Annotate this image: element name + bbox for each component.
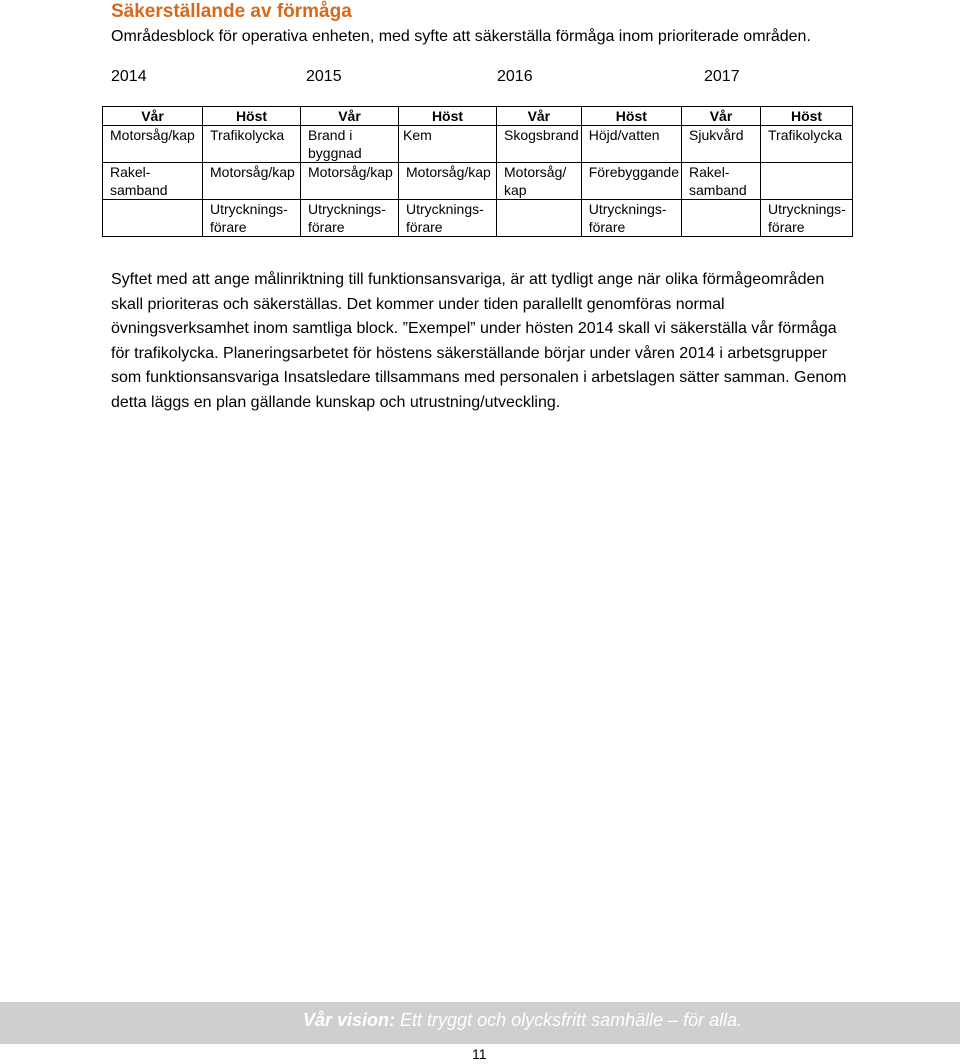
table-cell: Utrycknings- förare [399,200,497,237]
table-cell: Rakel- samband [103,163,203,200]
table-cell: Motorsåg/kap [301,163,399,200]
year-label: 2015 [306,68,342,85]
table-cell: Kem [399,126,497,163]
header-cell: Vår [682,107,761,126]
table-cell: Förebyggande [581,163,681,200]
table-row [103,126,853,163]
header-cell: Höst [581,107,681,126]
year-labels [111,68,811,90]
table-cell [682,200,761,237]
table-cell: Brand i byggnad [301,126,399,163]
table-cell: Trafikolycka [761,126,853,163]
vision-text: Ett tryggt och olycksfritt samhälle – för alla. [400,1010,743,1030]
vision-label: Vår vision: [303,1010,396,1030]
body-paragraph: Syftet med att ange målinriktning till funktionsansvariga, är att tydligt ange när olika förmågeområden skall prioriteras och säkerställas. Det kommer under tiden parallellt genomföras normal övningsverksamhet inom samtliga block. ”Exempel” under hösten 2014 skall vi säkerställa vår förmåga för trafikolycka. Planeringsarbetet för höstens säkerställande börjar under våren 2014 i arbetsgrupper som funktionsansvariga Insatsledare tillsammans med personalen i arbetslagen sätter samman. Genom detta läggs en plan gällande kunskap och utrustning/utveckling. [111,271,847,411]
table-cell: Utrycknings- förare [301,200,399,237]
table-row [103,163,853,200]
section-title: Säkerställande av förmåga [111,1,352,22]
year-label: 2016 [497,68,533,85]
header-cell: Vår [103,107,203,126]
table-cell: Höjd/vatten [581,126,681,163]
table-cell: Motorsåg/kap [103,126,203,163]
section-subtitle: Områdesblock för operativa enheten, med syfte att säkerställa förmåga inom prioriterade områden. [111,28,811,45]
table-cell: Utrycknings- förare [581,200,681,237]
table-cell: Utrycknings- förare [203,200,301,237]
header-cell: Vår [301,107,399,126]
table-cell: Motorsåg/ kap [497,163,582,200]
table-cell: Skogsbrand [497,126,582,163]
header-cell: Höst [399,107,497,126]
table-cell [103,200,203,237]
table-cell: Utrycknings- förare [761,200,853,237]
table-cell: Motorsåg/kap [203,163,301,200]
table-row [103,200,853,237]
header-cell: Vår [497,107,582,126]
header-cell: Höst [761,107,853,126]
table-header-row [103,107,853,126]
table-cell [761,163,853,200]
header-cell: Höst [203,107,301,126]
table-cell: Trafikolycka [203,126,301,163]
year-label: 2014 [111,68,147,85]
table-cell: Sjukvård [682,126,761,163]
table-cell [497,200,582,237]
table-cell: Rakel- samband [682,163,761,200]
body-text [111,268,851,415]
year-label: 2017 [704,68,740,85]
footer-vision [303,1010,742,1031]
table-cell: Motorsåg/kap [399,163,497,200]
schedule-table [102,106,853,237]
page-number: 11 [472,1046,487,1062]
